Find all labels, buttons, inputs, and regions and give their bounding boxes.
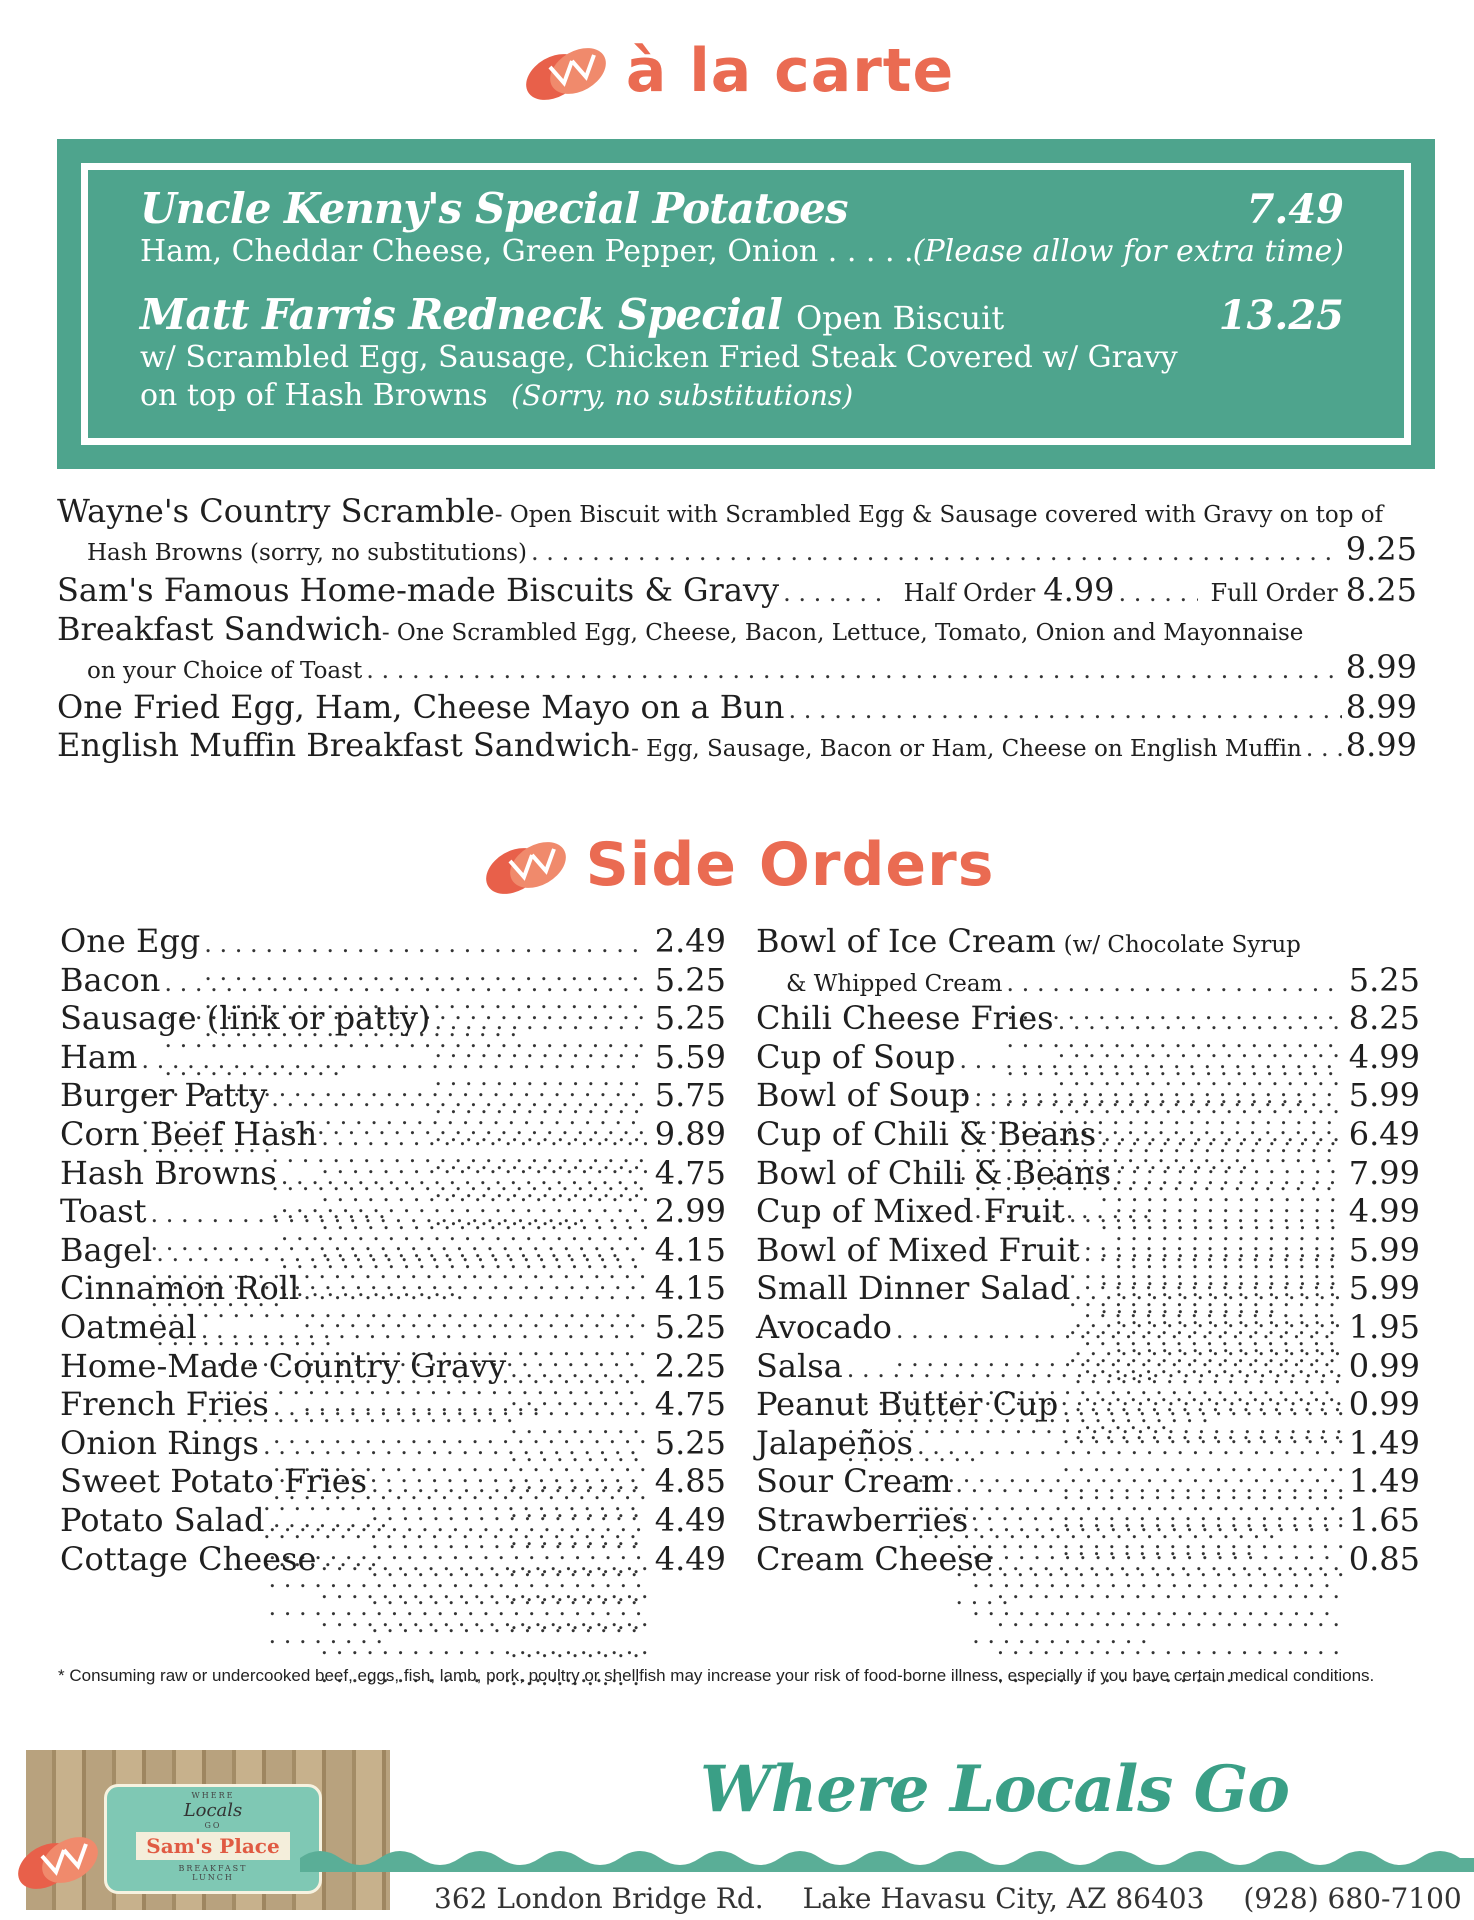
side-price: 4.15 <box>654 1230 726 1269</box>
side-name: French Fries <box>60 1385 269 1424</box>
side-price: 5.25 <box>654 1423 726 1462</box>
logo-breakfast: BREAKFAST <box>178 1864 248 1873</box>
item-waynes-scramble <box>57 492 1417 568</box>
side-name: Strawberries <box>756 1500 969 1539</box>
side-subtext: & Whipped Cream <box>786 970 1003 997</box>
item-biscuits-gravy <box>57 571 1417 609</box>
side-name: Jalapeños <box>756 1423 913 1462</box>
side-price: 0.99 <box>1348 1385 1420 1424</box>
side-name: Corn Beef Hash <box>60 1114 318 1153</box>
side-price: 0.99 <box>1348 1346 1420 1385</box>
side-price: 9.89 <box>654 1114 726 1153</box>
side-price: 4.75 <box>654 1153 726 1192</box>
side-name: Sweet Potato Fries <box>60 1462 368 1501</box>
list-item <box>60 922 726 961</box>
item-name: Breakfast Sandwich <box>57 610 382 648</box>
side-price: 5.25 <box>654 1307 726 1346</box>
side-name: Avocado <box>756 1307 892 1346</box>
specials-box <box>57 139 1435 469</box>
item-price: 9.25 <box>1345 530 1417 568</box>
special-uncle-kenny <box>140 184 1344 271</box>
side-name: Small Dinner Salad <box>756 1269 1071 1308</box>
side-price: 5.25 <box>654 999 726 1038</box>
side-orders-left <box>60 922 726 1578</box>
side-name: Ham <box>60 1037 138 1076</box>
flip-flops-icon <box>520 37 612 111</box>
side-price: 5.99 <box>1348 1269 1420 1308</box>
side-price: 4.99 <box>1348 1037 1420 1076</box>
side-orders-right <box>756 922 1420 1578</box>
side-price: 4.49 <box>654 1539 726 1578</box>
side-price: 4.15 <box>654 1269 726 1308</box>
item-english-muffin <box>57 726 1417 764</box>
side-price: 4.49 <box>654 1500 726 1539</box>
flip-flops-icon <box>480 831 572 905</box>
side-orders-title: Side Orders <box>585 830 995 900</box>
dot-leader <box>531 538 1342 566</box>
alacarte-heading <box>0 36 1474 111</box>
special-note: (Please allow for extra time) <box>912 234 1344 269</box>
side-name: Cinnamon Roll <box>60 1269 300 1308</box>
wave-divider <box>300 1838 1474 1872</box>
flip-flops-icon <box>12 1826 104 1900</box>
special-note: (Sorry, no substitutions) <box>511 379 854 412</box>
special-matt-farris <box>140 290 1344 415</box>
item-description-cont: on your Choice of Toast <box>87 658 363 684</box>
special-price: 13.25 <box>1218 292 1344 339</box>
item-description-cont: Hash Browns (sorry, no substitutions) <box>87 540 528 566</box>
item-name: English Muffin Breakfast Sandwich <box>57 726 632 764</box>
side-price: 2.49 <box>654 922 726 960</box>
food-safety-disclaimer: * Consuming raw or undercooked beef, eggs, fish, lamb, pork, poultry or shellfish may increase your risk of food-borne illness, especially if you have certain medical conditions. <box>58 1666 1375 1685</box>
side-name: Chili Cheese Fries <box>756 999 1054 1038</box>
side-price: 4.85 <box>654 1462 726 1501</box>
side-name: Salsa <box>756 1346 843 1385</box>
item-name: Sam's Famous Home-made Biscuits & Gravy <box>57 571 780 609</box>
side-subtext: (w/ Chocolate Syrup <box>1063 932 1301 958</box>
side-name: Bowl of Ice Cream <box>756 922 1056 960</box>
dot-leader <box>1118 579 1198 607</box>
full-order-label: Full Order <box>1210 579 1338 607</box>
dot-leader <box>789 696 1342 724</box>
item-price: 8.99 <box>1345 726 1417 764</box>
side-price: 2.99 <box>654 1192 726 1231</box>
side-name: One Egg <box>60 922 201 960</box>
side-name: Onion Rings <box>60 1423 259 1462</box>
special-description: w/ Scrambled Egg, Sausage, Chicken Fried Steak Covered w/ Gravy <box>140 340 1178 375</box>
side-name: Hash Browns <box>60 1153 277 1192</box>
side-name: Peanut Butter Cup <box>756 1385 1059 1424</box>
item-price: 8.25 <box>1345 571 1417 609</box>
tagline: Where Locals Go <box>700 1752 1289 1827</box>
side-price: 5.75 <box>654 1076 726 1115</box>
half-order-price: 4.99 <box>1043 571 1115 609</box>
item-description: - Open Biscuit with Scrambled Egg & Sausage covered with Gravy on top of <box>494 502 1384 528</box>
side-price: 4.75 <box>654 1385 726 1424</box>
side-name: Sour Cream <box>756 1462 952 1501</box>
footer-address <box>434 1882 1474 1915</box>
special-name-suffix: Open Biscuit <box>796 299 1005 337</box>
dot-leader <box>1306 734 1342 762</box>
address-street: 362 London Bridge Rd. <box>434 1882 764 1915</box>
logo-badge <box>104 1784 322 1894</box>
logo-go: GO <box>204 1821 222 1830</box>
specials-frame <box>81 163 1411 445</box>
item-description: - One Scrambled Egg, Cheese, Bacon, Lettuce, Tomato, Onion and Mayonnaise <box>381 620 1304 646</box>
special-price: 7.49 <box>1246 186 1344 233</box>
side-name: Potato Salad <box>60 1500 265 1539</box>
half-order-label: Half Order <box>903 579 1036 607</box>
side-price: 5.25 <box>1348 960 1420 999</box>
side-name: Home-Made Country Gravy <box>60 1346 507 1385</box>
side-price: 6.49 <box>1348 1114 1420 1153</box>
side-price: 5.25 <box>654 960 726 999</box>
special-description-2: on top of Hash Browns <box>140 378 488 413</box>
side-name: Bowl of Mixed Fruit <box>756 1230 1080 1269</box>
logo-where: WHERE <box>191 1791 235 1800</box>
phone-number: (928) 680-7100 <box>1243 1882 1462 1915</box>
side-price: 1.49 <box>1348 1423 1420 1462</box>
side-price: 7.99 <box>1348 1153 1420 1192</box>
side-name: Cup of Soup <box>756 1037 956 1076</box>
side-price: 1.95 <box>1348 1307 1420 1346</box>
special-name: Matt Farris Redneck Special <box>140 290 783 339</box>
side-name: Oatmeal <box>60 1307 197 1346</box>
item-description: - Egg, Sausage, Bacon or Ham, Cheese on English Muffin <box>631 736 1302 762</box>
list-item-ice-cream <box>756 922 1420 961</box>
address-city: Lake Havasu City, AZ 86403 <box>802 1882 1205 1915</box>
side-price: 5.99 <box>1348 1230 1420 1269</box>
side-name: Cup of Chili & Beans <box>756 1114 1097 1153</box>
side-price: 5.59 <box>654 1037 726 1076</box>
logo-lunch: LUNCH <box>192 1873 234 1882</box>
item-breakfast-sandwich <box>57 610 1417 686</box>
side-name: Bagel <box>60 1230 153 1269</box>
side-price: 1.65 <box>1348 1500 1420 1539</box>
alacarte-title: à la carte <box>625 36 955 106</box>
dot-leader <box>783 579 892 607</box>
side-price: 2.25 <box>654 1346 726 1385</box>
side-price: 8.25 <box>1348 999 1420 1038</box>
side-name: Cottage Cheese <box>60 1539 317 1578</box>
side-name: Cream Cheese <box>756 1539 993 1578</box>
side-name: Toast <box>60 1192 147 1231</box>
side-name: Bowl of Soup <box>756 1076 971 1115</box>
item-fried-egg-bun <box>57 688 1417 726</box>
side-price: 1.49 <box>1348 1462 1420 1501</box>
item-price: 8.99 <box>1345 688 1417 726</box>
item-name: One Fried Egg, Ham, Cheese Mayo on a Bun <box>57 688 785 726</box>
special-description: Ham, Cheddar Cheese, Green Pepper, Onion . . . . . <box>140 234 914 269</box>
side-name: Sausage (link or patty) <box>60 999 431 1038</box>
side-name: Cup of Mixed Fruit <box>756 1192 1065 1231</box>
side-price: 0.85 <box>1348 1539 1420 1578</box>
logo-locals: Locals <box>183 1800 243 1821</box>
list-item-ice-cream-cont <box>756 961 1420 1000</box>
dot-leader <box>366 656 1342 684</box>
side-name: Bacon <box>60 960 161 999</box>
item-price: 8.99 <box>1345 648 1417 686</box>
side-name: Bowl of Chili & Beans <box>756 1153 1112 1192</box>
special-name: Uncle Kenny's Special Potatoes <box>140 184 848 233</box>
side-name: Burger Patty <box>60 1076 268 1115</box>
logo-name: Sam's Place <box>136 1832 289 1860</box>
side-price: 5.99 <box>1348 1076 1420 1115</box>
side-orders-heading <box>0 830 1474 905</box>
side-price: 4.99 <box>1348 1192 1420 1231</box>
item-name: Wayne's Country Scramble <box>57 492 495 530</box>
